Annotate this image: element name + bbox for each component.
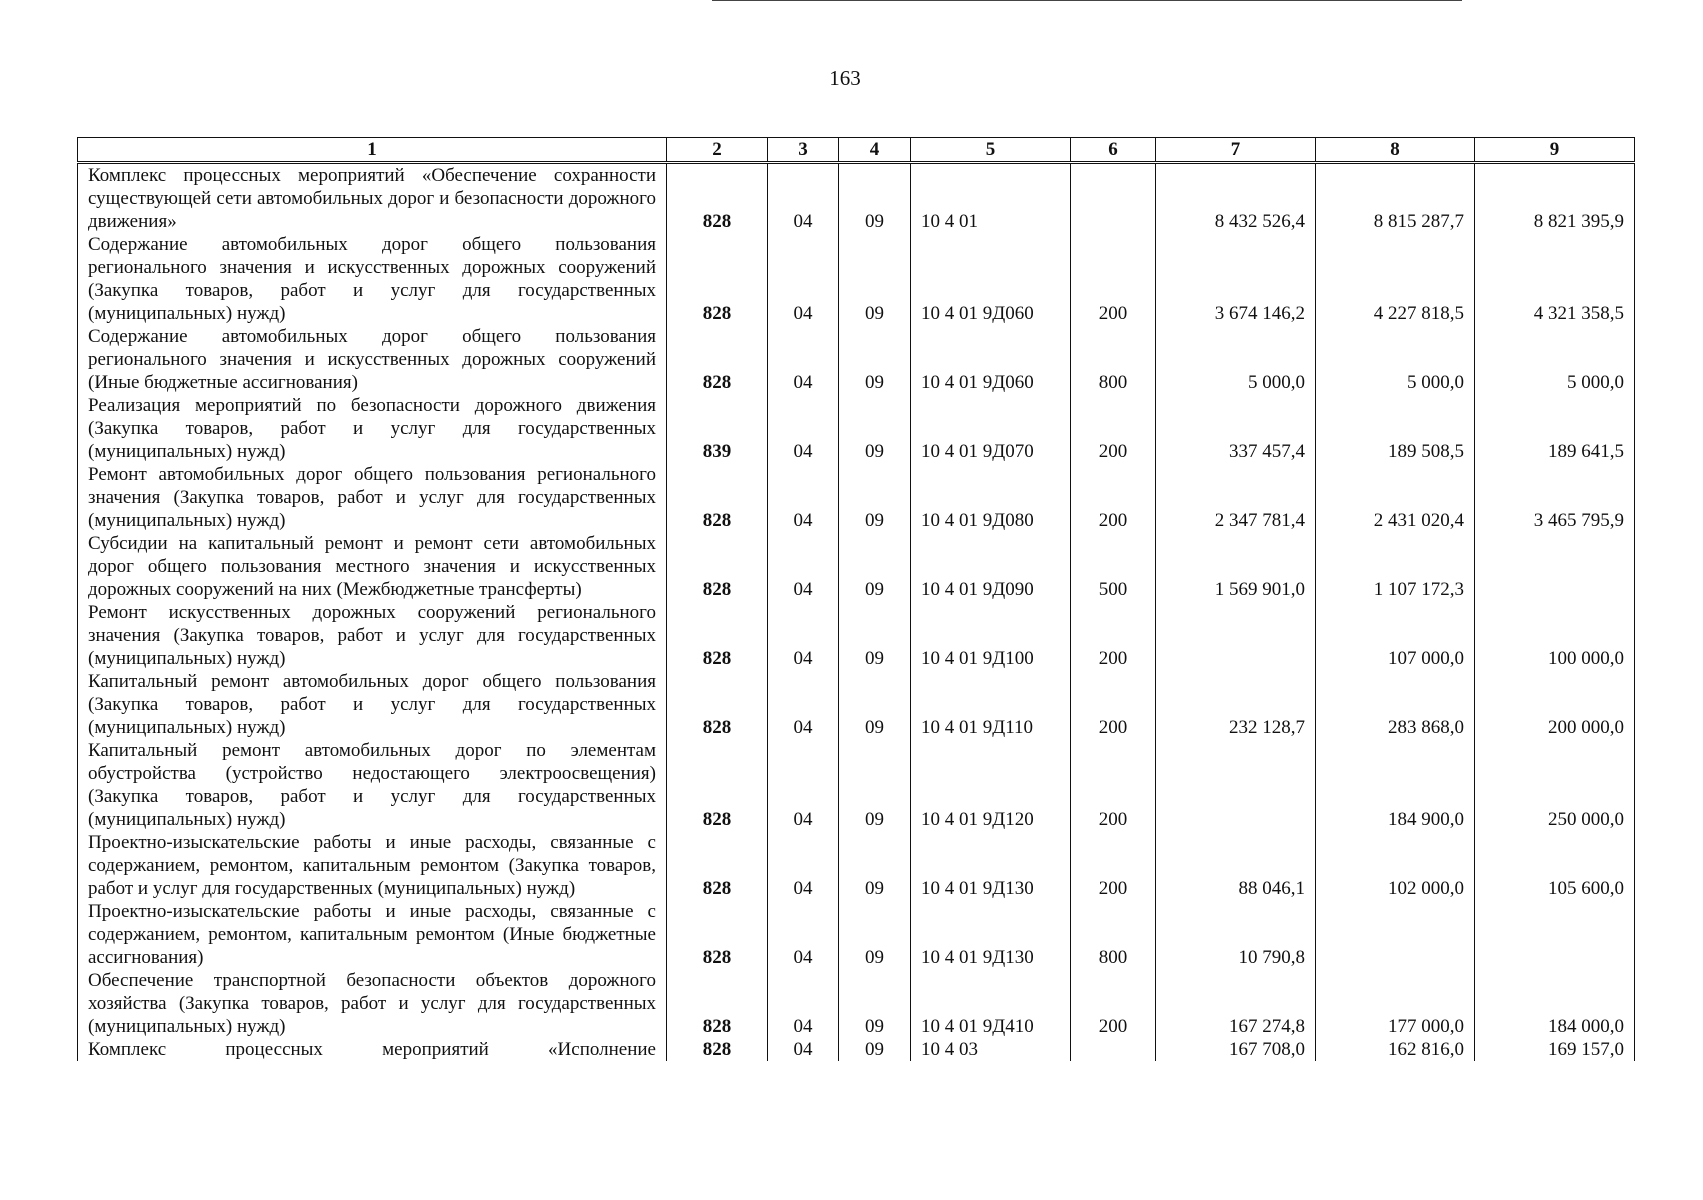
row-target-article: 10 4 01 9Д070 <box>911 394 1071 463</box>
table-row <box>78 163 1635 234</box>
row-expense-type: 200 <box>1071 601 1156 670</box>
row-expense-type: 800 <box>1071 325 1156 394</box>
row-target-article: 10 4 01 9Д100 <box>911 601 1071 670</box>
header-col-6: 6 <box>1071 138 1156 163</box>
row-subsection: 09 <box>839 1038 911 1061</box>
row-expense-type: 800 <box>1071 900 1156 969</box>
row-name: Комплекс процессных мероприятий «Обеспечение сохранности существующей сети автомобильных дорог и безопасности дорожного движения» <box>78 163 667 234</box>
row-subsection: 09 <box>839 670 911 739</box>
table-row <box>78 233 1635 325</box>
row-amount-col8: 162 816,0 <box>1316 1038 1475 1061</box>
row-expense-type: 200 <box>1071 463 1156 532</box>
row-section: 04 <box>768 969 839 1038</box>
table-row <box>78 739 1635 831</box>
row-amount-col7: 167 708,0 <box>1156 1038 1316 1061</box>
row-amount-col9: 3 465 795,9 <box>1475 463 1635 532</box>
row-amount-col8: 5 000,0 <box>1316 325 1475 394</box>
row-amount-col7: 88 046,1 <box>1156 831 1316 900</box>
row-section: 04 <box>768 325 839 394</box>
table-row <box>78 601 1635 670</box>
row-expense-type: 500 <box>1071 532 1156 601</box>
row-admin-code: 828 <box>667 1038 768 1061</box>
row-amount-col8: 107 000,0 <box>1316 601 1475 670</box>
row-admin-code: 839 <box>667 394 768 463</box>
row-expense-type <box>1071 163 1156 234</box>
row-subsection: 09 <box>839 601 911 670</box>
row-amount-col8: 184 900,0 <box>1316 739 1475 831</box>
row-target-article: 10 4 01 9Д130 <box>911 831 1071 900</box>
row-amount-col8 <box>1316 900 1475 969</box>
header-col-5: 5 <box>911 138 1071 163</box>
row-name: Содержание автомобильных дорог общего пользования регионального значения и искусственных дорожных сооружений (Иные бюджетные ассигнования) <box>78 325 667 394</box>
row-target-article: 10 4 01 9Д090 <box>911 532 1071 601</box>
row-admin-code: 828 <box>667 163 768 234</box>
row-name: Капитальный ремонт автомобильных дорог по элементам обустройства (устройство недостающего электроосвещения) (Закупка товаров, работ и услуг для государственных (муниципальных) нужд) <box>78 739 667 831</box>
row-amount-col8: 177 000,0 <box>1316 969 1475 1038</box>
row-target-article: 10 4 01 9Д120 <box>911 739 1071 831</box>
table-row <box>78 969 1635 1038</box>
row-section: 04 <box>768 739 839 831</box>
row-amount-col7: 167 274,8 <box>1156 969 1316 1038</box>
row-target-article: 10 4 01 9Д060 <box>911 233 1071 325</box>
page-number: 163 <box>829 66 861 90</box>
row-name: Ремонт искусственных дорожных сооружений регионального значения (Закупка товаров, работ и услуг для государственных (муниципальных) нужд) <box>78 601 667 670</box>
row-amount-col8: 102 000,0 <box>1316 831 1475 900</box>
row-amount-col9: 250 000,0 <box>1475 739 1635 831</box>
row-subsection: 09 <box>839 233 911 325</box>
row-amount-col9: 5 000,0 <box>1475 325 1635 394</box>
row-amount-col9: 169 157,0 <box>1475 1038 1635 1061</box>
row-admin-code: 828 <box>667 233 768 325</box>
header-col-2: 2 <box>667 138 768 163</box>
row-amount-col8: 283 868,0 <box>1316 670 1475 739</box>
row-expense-type <box>1071 1038 1156 1061</box>
table-row <box>78 670 1635 739</box>
table-row <box>78 532 1635 601</box>
table-row <box>78 831 1635 900</box>
row-amount-col9: 189 641,5 <box>1475 394 1635 463</box>
row-amount-col7: 8 432 526,4 <box>1156 163 1316 234</box>
row-amount-col8: 189 508,5 <box>1316 394 1475 463</box>
header-col-7: 7 <box>1156 138 1316 163</box>
header-row <box>78 138 1635 163</box>
row-name: Реализация мероприятий по безопасности дорожного движения (Закупка товаров, работ и услуг для государственных (муниципальных) нужд) <box>78 394 667 463</box>
row-subsection: 09 <box>839 900 911 969</box>
row-name: Обеспечение транспортной безопасности объектов дорожного хозяйства (Закупка товаров, работ и услуг для государственных (муниципальных) нужд) <box>78 969 667 1038</box>
header-col-8: 8 <box>1316 138 1475 163</box>
row-amount-col8: 4 227 818,5 <box>1316 233 1475 325</box>
row-admin-code: 828 <box>667 325 768 394</box>
row-amount-col7: 2 347 781,4 <box>1156 463 1316 532</box>
row-section: 04 <box>768 394 839 463</box>
row-admin-code: 828 <box>667 831 768 900</box>
row-amount-col7: 232 128,7 <box>1156 670 1316 739</box>
row-amount-col7: 10 790,8 <box>1156 900 1316 969</box>
row-expense-type: 200 <box>1071 831 1156 900</box>
row-expense-type: 200 <box>1071 969 1156 1038</box>
table-row <box>78 463 1635 532</box>
row-section: 04 <box>768 670 839 739</box>
row-section: 04 <box>768 463 839 532</box>
row-amount-col8: 2 431 020,4 <box>1316 463 1475 532</box>
row-amount-col9: 4 321 358,5 <box>1475 233 1635 325</box>
row-section: 04 <box>768 1038 839 1061</box>
table-row <box>78 394 1635 463</box>
row-amount-col7: 3 674 146,2 <box>1156 233 1316 325</box>
table-row <box>78 325 1635 394</box>
row-name: Ремонт автомобильных дорог общего пользования регионального значения (Закупка товаров, работ и услуг для государственных (муниципальных) нужд) <box>78 463 667 532</box>
row-amount-col7 <box>1156 601 1316 670</box>
row-name: Проектно-изыскательские работы и иные расходы, связанные с содержанием, ремонтом, капитальным ремонтом (Закупка товаров, работ и услуг для государственных (муниципальных) нужд) <box>78 831 667 900</box>
row-amount-col9 <box>1475 900 1635 969</box>
row-target-article: 10 4 01 9Д060 <box>911 325 1071 394</box>
row-section: 04 <box>768 163 839 234</box>
row-amount-col9: 184 000,0 <box>1475 969 1635 1038</box>
row-subsection: 09 <box>839 394 911 463</box>
row-amount-col7: 337 457,4 <box>1156 394 1316 463</box>
row-amount-col9: 200 000,0 <box>1475 670 1635 739</box>
row-admin-code: 828 <box>667 532 768 601</box>
row-target-article: 10 4 01 9Д080 <box>911 463 1071 532</box>
row-admin-code: 828 <box>667 670 768 739</box>
header-col-9: 9 <box>1475 138 1635 163</box>
row-amount-col8: 1 107 172,3 <box>1316 532 1475 601</box>
row-subsection: 09 <box>839 969 911 1038</box>
row-section: 04 <box>768 532 839 601</box>
row-amount-col7: 1 569 901,0 <box>1156 532 1316 601</box>
row-subsection: 09 <box>839 831 911 900</box>
row-admin-code: 828 <box>667 900 768 969</box>
row-name: Комплекс процессных мероприятий «Исполнение <box>78 1038 667 1061</box>
row-expense-type: 200 <box>1071 739 1156 831</box>
row-expense-type: 200 <box>1071 670 1156 739</box>
row-section: 04 <box>768 233 839 325</box>
row-amount-col7 <box>1156 739 1316 831</box>
row-amount-col9: 8 821 395,9 <box>1475 163 1635 234</box>
row-name: Проектно-изыскательские работы и иные расходы, связанные с содержанием, ремонтом, капитальным ремонтом (Иные бюджетные ассигнования) <box>78 900 667 969</box>
row-admin-code: 828 <box>667 601 768 670</box>
row-amount-col9: 100 000,0 <box>1475 601 1635 670</box>
row-amount-col9: 105 600,0 <box>1475 831 1635 900</box>
row-target-article: 10 4 01 9Д410 <box>911 969 1071 1038</box>
row-target-article: 10 4 03 <box>911 1038 1071 1061</box>
row-target-article: 10 4 01 <box>911 163 1071 234</box>
row-subsection: 09 <box>839 463 911 532</box>
row-expense-type: 200 <box>1071 394 1156 463</box>
row-name: Субсидии на капитальный ремонт и ремонт сети автомобильных дорог общего пользования местного значения и искусственных дорожных сооружений на них (Межбюджетные трансферты) <box>78 532 667 601</box>
row-target-article: 10 4 01 9Д110 <box>911 670 1071 739</box>
top-edge-line <box>712 0 1462 1</box>
row-target-article: 10 4 01 9Д130 <box>911 900 1071 969</box>
row-name: Капитальный ремонт автомобильных дорог общего пользования (Закупка товаров, работ и услуг для государственных (муниципальных) нужд) <box>78 670 667 739</box>
row-subsection: 09 <box>839 532 911 601</box>
header-col-4: 4 <box>839 138 911 163</box>
header-col-1: 1 <box>78 138 667 163</box>
header-col-3: 3 <box>768 138 839 163</box>
table-row <box>78 1038 1635 1061</box>
row-admin-code: 828 <box>667 463 768 532</box>
row-subsection: 09 <box>839 325 911 394</box>
row-amount-col7: 5 000,0 <box>1156 325 1316 394</box>
row-section: 04 <box>768 900 839 969</box>
row-subsection: 09 <box>839 163 911 234</box>
row-admin-code: 828 <box>667 969 768 1038</box>
row-amount-col9 <box>1475 532 1635 601</box>
table-row <box>78 900 1635 969</box>
row-name: Содержание автомобильных дорог общего пользования регионального значения и искусственных дорожных сооружений (Закупка товаров, работ и услуг для государственных (муниципальных) нужд) <box>78 233 667 325</box>
row-section: 04 <box>768 601 839 670</box>
row-section: 04 <box>768 831 839 900</box>
row-amount-col8: 8 815 287,7 <box>1316 163 1475 234</box>
row-admin-code: 828 <box>667 739 768 831</box>
budget-table <box>77 137 1635 1061</box>
row-subsection: 09 <box>839 739 911 831</box>
row-expense-type: 200 <box>1071 233 1156 325</box>
